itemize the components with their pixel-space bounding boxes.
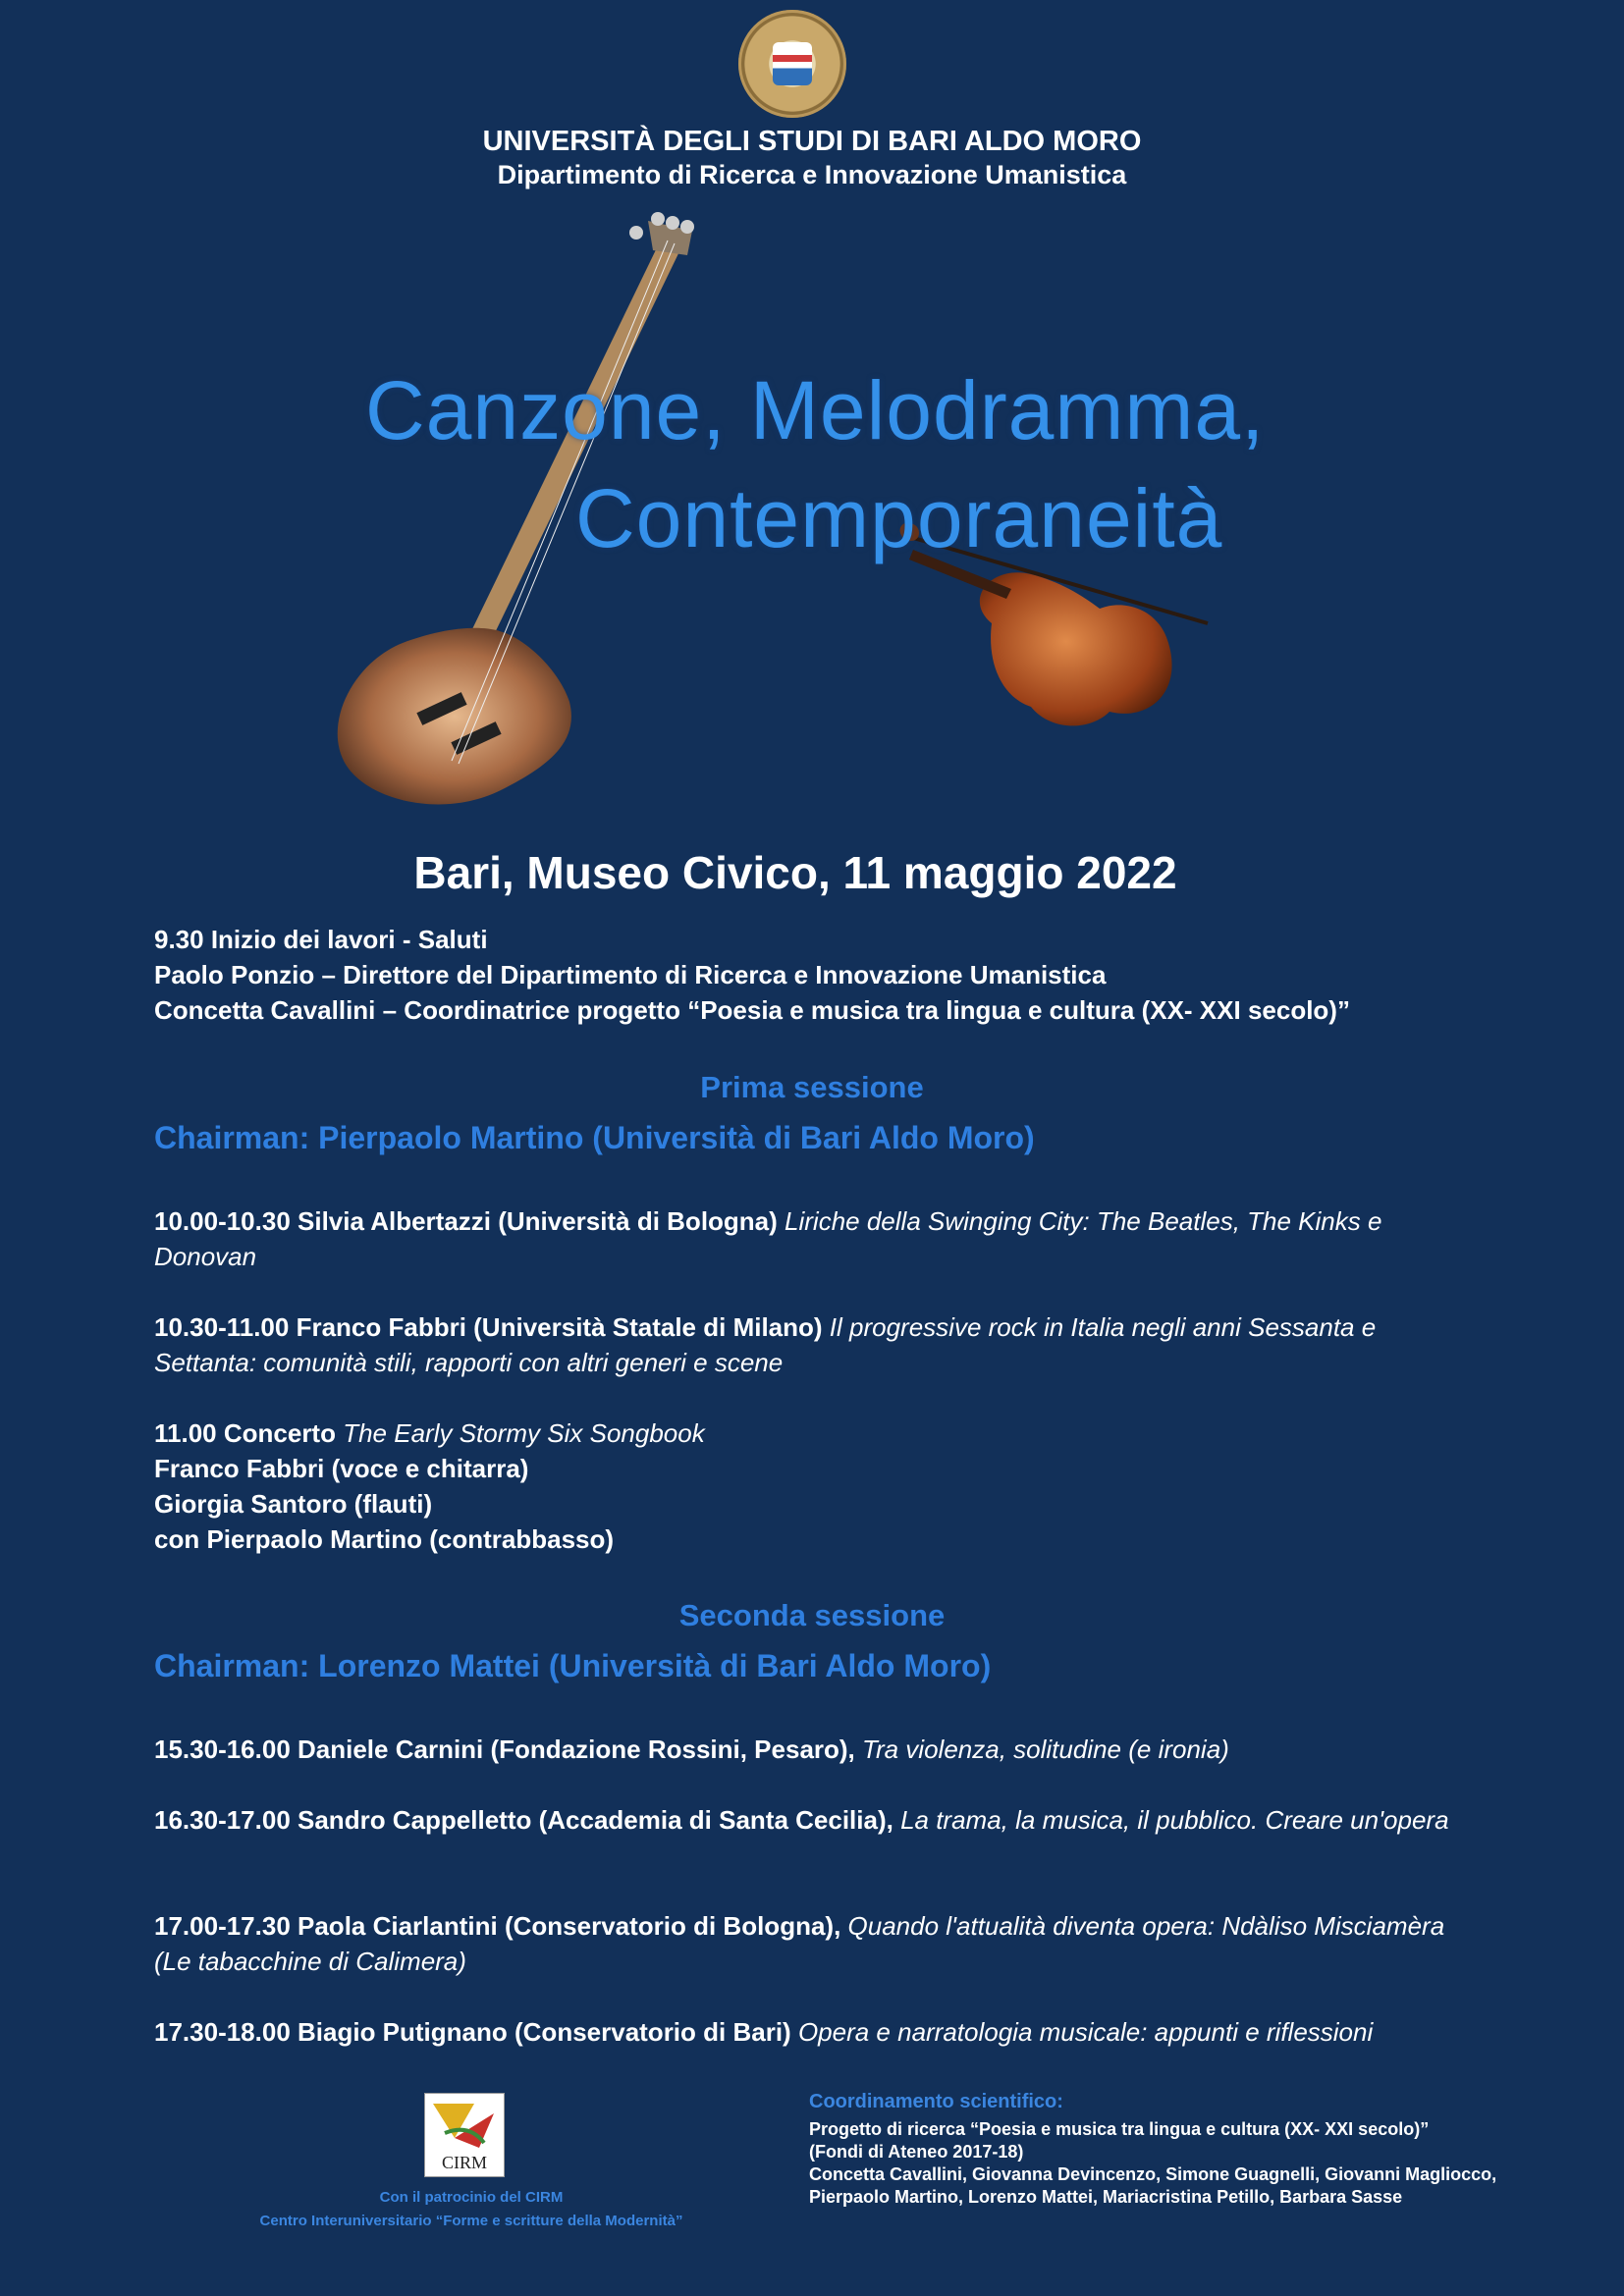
opening-line: 9.30 Inizio dei lavori - Saluti bbox=[154, 925, 488, 954]
concert-title: The Early Stormy Six Songbook bbox=[343, 1418, 705, 1448]
patronage-line2: Centro Interuniversitario “Forme e scritture della Modernità” bbox=[259, 2213, 683, 2229]
talk-title: Quando l'attualità diventa opera: Ndàliso Misciamèra (Le tabacchine di Calimera) bbox=[154, 1911, 1445, 1976]
university-name: UNIVERSITÀ DEGLI STUDI DI BARI ALDO MORO bbox=[482, 126, 1142, 157]
event-title-line1: Canzone, Melodramma, bbox=[365, 364, 1266, 456]
cirm-logo bbox=[424, 2093, 505, 2177]
session2-chair: Chairman: Lorenzo Mattei (Università di Bari Aldo Moro) bbox=[154, 1648, 992, 1683]
coord-heading: Coordinamento scientifico: bbox=[809, 2091, 1063, 2112]
talk-item bbox=[154, 1203, 1460, 1274]
talk-title: Liriche della Swinging City: The Beatles, The Kinks e Donovan bbox=[154, 1206, 1382, 1271]
seal-shield-icon bbox=[773, 42, 812, 85]
talk-title: Opera e narratologia musicale: appunti e riflessioni bbox=[797, 2017, 1374, 2047]
talk-title: La trama, la musica, il pubblico. Creare un'opera bbox=[900, 1805, 1449, 1835]
talk-item bbox=[154, 1309, 1460, 1380]
session1-heading: Prima sessione bbox=[700, 1070, 924, 1104]
talk-item bbox=[154, 2014, 1460, 2050]
session2-heading: Seconda sessione bbox=[678, 1598, 946, 1632]
talk-speaker: 16.30-17.00 Sandro Cappelletto (Accademia di Santa Cecilia), bbox=[154, 1805, 901, 1835]
concert-item bbox=[154, 1415, 1460, 1557]
performer: Franco Fabbri (voce e chitarra) bbox=[154, 1454, 529, 1483]
opening-line: Concetta Cavallini – Coordinatrice progetto “Poesia e musica tra lingua e cultura (XX- XXI secolo)” bbox=[154, 995, 1350, 1025]
session1-chair: Chairman: Pierpaolo Martino (Università di Bari Aldo Moro) bbox=[154, 1120, 1035, 1155]
coord-funding: (Fondi di Ateneo 2017-18) bbox=[809, 2142, 1024, 2162]
coord-project: Progetto di ricerca “Poesia e musica tra lingua e cultura (XX- XXI secolo)” bbox=[809, 2119, 1430, 2139]
patronage-line1: Con il patrocinio del CIRM bbox=[379, 2189, 564, 2206]
opening-line: Paolo Ponzio – Direttore del Dipartimento di Ricerca e Innovazione Umanistica bbox=[154, 960, 1107, 989]
talk-item bbox=[154, 1732, 1460, 1767]
performer: con Pierpaolo Martino (contrabbasso) bbox=[154, 1524, 615, 1554]
talk-speaker: 17.30-18.00 Biagio Putignano (Conservatorio di Bari) bbox=[154, 2017, 798, 2047]
place-date: Bari, Museo Civico, 11 maggio 2022 bbox=[413, 847, 1177, 898]
department-name: Dipartimento di Ricerca e Innovazione Umanistica bbox=[497, 160, 1127, 189]
concert-lead: 11.00 Concerto bbox=[154, 1418, 344, 1448]
coord-members: Concetta Cavallini, Giovanna Devincenzo, Simone Guagnelli, Giovanni Magliocco, Pierpaolo Martino, Lorenzo Mattei, Mariacristina Petillo, Barbara Sasse bbox=[809, 2164, 1497, 2207]
talk-speaker: 10.00-10.30 Silvia Albertazzi (Università di Bologna) bbox=[154, 1206, 785, 1236]
performer: Giorgia Santoro (flauti) bbox=[154, 1489, 433, 1519]
talk-item bbox=[154, 1908, 1460, 1979]
talk-title: Tra violenza, solitudine (e ironia) bbox=[862, 1735, 1229, 1764]
talk-speaker: 10.30-11.00 Franco Fabbri (Università Statale di Milano) bbox=[154, 1312, 830, 1342]
talk-speaker: 15.30-16.00 Daniele Carnini (Fondazione Rossini, Pesaro), bbox=[154, 1735, 863, 1764]
talk-speaker: 17.00-17.30 Paola Ciarlantini (Conservatorio di Bologna), bbox=[154, 1911, 848, 1941]
event-title-line2: Contemporaneità bbox=[575, 472, 1223, 564]
talk-title: Il progressive rock in Italia negli anni Sessanta e Settanta: comunità stili, rapporti con altri generi e scene bbox=[154, 1312, 1377, 1377]
university-seal bbox=[738, 10, 846, 118]
cirm-logo-text: CIRM bbox=[441, 2153, 488, 2172]
talk-item bbox=[154, 1802, 1460, 1838]
